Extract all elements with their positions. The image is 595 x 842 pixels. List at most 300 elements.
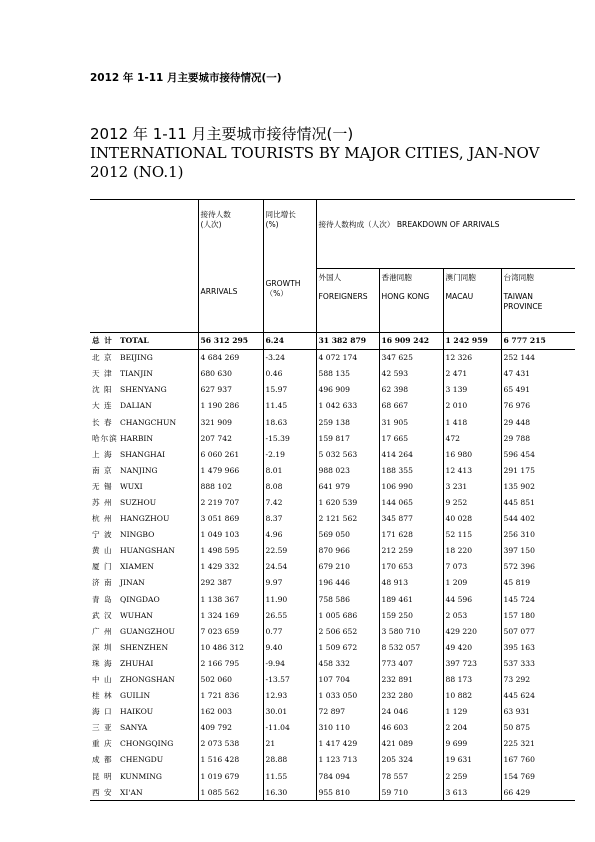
city-name-cn: 无 锡 xyxy=(92,481,113,491)
cell-hongkong: 421 089 xyxy=(379,736,443,752)
city-name-en: SHENZHEN xyxy=(120,642,169,652)
city-name-cn: 济 南 xyxy=(92,578,113,588)
cell-arrivals: 10 486 312 xyxy=(198,639,263,655)
cell-city xyxy=(90,430,198,446)
cell-growth: 30.01 xyxy=(263,704,316,720)
city-name-cn: 海 口 xyxy=(92,707,113,717)
city-name-en: QINGDAO xyxy=(120,594,160,604)
cell-arrivals: 207 742 xyxy=(198,430,263,446)
cell-growth: 0.46 xyxy=(263,366,316,382)
table-row xyxy=(90,398,575,414)
city-name-en: ZHUHAI xyxy=(120,658,154,668)
cell-macau: 3 613 xyxy=(443,784,501,801)
city-name-en: SHENYANG xyxy=(120,385,167,395)
city-name-cn: 沈 阳 xyxy=(92,385,113,395)
cell-hongkong: 31 905 xyxy=(379,414,443,430)
cell-growth: -15.39 xyxy=(263,430,316,446)
header-macau-en: MACAU xyxy=(445,292,474,301)
city-name-en: NINGBO xyxy=(120,530,155,540)
table-row xyxy=(90,382,575,398)
cell-growth: 28.88 xyxy=(263,752,316,768)
cell-growth: -13.57 xyxy=(263,671,316,687)
cell-hongkong: 106 990 xyxy=(379,478,443,494)
city-name-cn: 厦 门 xyxy=(92,562,113,572)
header-growth-en xyxy=(263,269,316,333)
title-english-line-1: INTERNATIONAL TOURISTS BY MAJOR CITIES, JAN-NOV xyxy=(90,144,540,162)
cell-growth: 16.30 xyxy=(263,784,316,801)
city-name-en: CHONGQING xyxy=(120,739,174,749)
city-name-cn: 桂 林 xyxy=(92,691,113,701)
cell-city xyxy=(90,575,198,591)
cell-foreigners: 2 121 562 xyxy=(316,511,379,527)
table-row xyxy=(90,559,575,575)
table-row xyxy=(90,768,575,784)
cell-growth: 11.55 xyxy=(263,768,316,784)
cell-growth: 12.93 xyxy=(263,688,316,704)
header-taiwan-en: TAIWAN PROVINCE xyxy=(503,292,543,311)
cell-taiwan: 47 431 xyxy=(501,366,575,382)
cell-hongkong: 24 046 xyxy=(379,704,443,720)
city-name-cn: 上 海 xyxy=(92,449,113,459)
table-row xyxy=(90,688,575,704)
cell-arrivals: 1 516 428 xyxy=(198,752,263,768)
cell-macau: 3 231 xyxy=(443,478,501,494)
city-name-cn: 苏 州 xyxy=(92,497,113,507)
cell-hongkong: 48 913 xyxy=(379,575,443,591)
cell-hongkong: 170 653 xyxy=(379,559,443,575)
cell-foreigners: 758 586 xyxy=(316,591,379,607)
cell-hongkong: 62 398 xyxy=(379,382,443,398)
cell-city xyxy=(90,462,198,478)
title-english-line-2: 2012 (NO.1) xyxy=(90,163,184,181)
cell-macau: 12 413 xyxy=(443,462,501,478)
cell-growth: 4.96 xyxy=(263,527,316,543)
header-foreigners-en: FOREIGNERS xyxy=(318,292,368,301)
cell-taiwan: 252 144 xyxy=(501,349,575,366)
cell-macau: 88 173 xyxy=(443,671,501,687)
arrivals-table-container xyxy=(90,199,575,801)
cell-city xyxy=(90,332,198,349)
cell-hongkong: 189 461 xyxy=(379,591,443,607)
table-row xyxy=(90,623,575,639)
cell-hongkong: 773 407 xyxy=(379,655,443,671)
cell-hongkong: 414 264 xyxy=(379,446,443,462)
cell-hongkong: 345 877 xyxy=(379,511,443,527)
cell-city xyxy=(90,623,198,639)
cell-hongkong: 8 532 057 xyxy=(379,639,443,655)
cell-macau: 1 209 xyxy=(443,575,501,591)
city-name-cn: 武 汉 xyxy=(92,610,113,620)
cell-foreigners: 955 810 xyxy=(316,784,379,801)
cell-city xyxy=(90,591,198,607)
cell-taiwan: 29 788 xyxy=(501,430,575,446)
city-name-cn: 三 亚 xyxy=(92,723,113,733)
cell-growth: 7.42 xyxy=(263,494,316,510)
city-name-en: JINAN xyxy=(120,578,145,588)
cell-arrivals: 7 023 659 xyxy=(198,623,263,639)
city-name-en: XI'AN xyxy=(120,787,143,797)
cell-growth: 15.97 xyxy=(263,382,316,398)
city-name-en: DALIAN xyxy=(120,401,152,411)
cell-hongkong: 188 355 xyxy=(379,462,443,478)
cell-macau: 1 418 xyxy=(443,414,501,430)
cell-arrivals: 680 630 xyxy=(198,366,263,382)
cell-growth: 8.08 xyxy=(263,478,316,494)
table-row xyxy=(90,478,575,494)
cell-arrivals: 1 049 103 xyxy=(198,527,263,543)
header-growth-en-text: GROWTH （%） xyxy=(265,278,301,298)
cell-foreigners: 159 817 xyxy=(316,430,379,446)
cell-growth: 24.54 xyxy=(263,559,316,575)
header-hongkong-cn: 香港同胞 xyxy=(381,273,412,282)
city-name-cn: 总 计 xyxy=(92,336,113,346)
header-arrivals-en xyxy=(198,269,263,333)
cell-city xyxy=(90,414,198,430)
cell-hongkong: 212 259 xyxy=(379,543,443,559)
cell-growth: -3.24 xyxy=(263,349,316,366)
cell-foreigners: 569 050 xyxy=(316,527,379,543)
cell-growth: 26.55 xyxy=(263,607,316,623)
cell-taiwan: 397 150 xyxy=(501,543,575,559)
cell-arrivals: 1 190 286 xyxy=(198,398,263,414)
cell-taiwan: 167 760 xyxy=(501,752,575,768)
cell-taiwan: 445 624 xyxy=(501,688,575,704)
cell-hongkong: 347 625 xyxy=(379,349,443,366)
cell-taiwan: 45 819 xyxy=(501,575,575,591)
cell-taiwan: 256 310 xyxy=(501,527,575,543)
city-name-cn: 青 岛 xyxy=(92,594,113,604)
cell-macau: 9 699 xyxy=(443,736,501,752)
header-breakdown xyxy=(316,200,575,269)
cell-foreigners: 988 023 xyxy=(316,462,379,478)
cell-foreigners: 31 382 879 xyxy=(316,332,379,349)
cell-city xyxy=(90,349,198,366)
cell-hongkong: 17 665 xyxy=(379,430,443,446)
table-row xyxy=(90,543,575,559)
cell-taiwan: 291 175 xyxy=(501,462,575,478)
city-name-en: SUZHOU xyxy=(120,497,157,507)
cell-taiwan: 135 902 xyxy=(501,478,575,494)
table-row xyxy=(90,414,575,430)
cell-taiwan: 537 333 xyxy=(501,655,575,671)
city-name-cn: 杭 州 xyxy=(92,514,113,524)
header-growth-cn xyxy=(263,200,316,269)
cell-arrivals: 1 721 836 xyxy=(198,688,263,704)
cell-hongkong: 68 667 xyxy=(379,398,443,414)
header-growth-cn-text: 同比增长 (%) xyxy=(265,210,296,229)
cell-arrivals: 1 138 367 xyxy=(198,591,263,607)
cell-macau: 2 053 xyxy=(443,607,501,623)
cell-arrivals: 56 312 295 xyxy=(198,332,263,349)
cell-foreigners: 1 417 429 xyxy=(316,736,379,752)
cell-arrivals: 1 019 679 xyxy=(198,768,263,784)
cell-macau: 1 129 xyxy=(443,704,501,720)
cell-city xyxy=(90,784,198,801)
cell-growth: 11.45 xyxy=(263,398,316,414)
title-block xyxy=(90,125,590,182)
cell-taiwan: 50 875 xyxy=(501,720,575,736)
cell-macau: 44 596 xyxy=(443,591,501,607)
city-name-cn: 北 京 xyxy=(92,353,113,363)
city-name-en: HARBIN xyxy=(120,433,154,443)
cell-taiwan: 63 931 xyxy=(501,704,575,720)
header-taiwan xyxy=(501,269,575,333)
city-name-cn: 珠 海 xyxy=(92,658,113,668)
cell-macau: 49 420 xyxy=(443,639,501,655)
header-breakdown-text: 接待人数构成（人次） BREAKDOWN OF ARRIVALS xyxy=(318,220,500,229)
city-name-cn: 宁 波 xyxy=(92,530,113,540)
cell-taiwan: 596 454 xyxy=(501,446,575,462)
cell-city xyxy=(90,366,198,382)
city-name-cn: 大 连 xyxy=(92,401,113,411)
cell-growth: 9.40 xyxy=(263,639,316,655)
city-name-en: WUXI xyxy=(120,481,143,491)
cell-foreigners: 107 704 xyxy=(316,671,379,687)
table-body xyxy=(90,332,575,801)
city-name-cn: 哈尔滨 xyxy=(92,433,118,443)
header-taiwan-cn: 台湾同胞 xyxy=(503,273,534,282)
city-name-cn: 黄 山 xyxy=(92,546,113,556)
cell-city xyxy=(90,559,198,575)
cell-city xyxy=(90,543,198,559)
cell-taiwan: 544 402 xyxy=(501,511,575,527)
cell-foreigners: 1 620 539 xyxy=(316,494,379,510)
cell-foreigners: 679 210 xyxy=(316,559,379,575)
city-name-en: CHANGCHUN xyxy=(120,417,177,427)
arrivals-table xyxy=(90,199,575,801)
cell-arrivals: 2 073 538 xyxy=(198,736,263,752)
header-hongkong xyxy=(379,269,443,333)
cell-foreigners: 588 135 xyxy=(316,366,379,382)
cell-taiwan: 507 077 xyxy=(501,623,575,639)
cell-city xyxy=(90,446,198,462)
city-name-cn: 昆 明 xyxy=(92,771,113,781)
cell-foreigners: 196 446 xyxy=(316,575,379,591)
cell-foreigners: 1 123 713 xyxy=(316,752,379,768)
city-name-cn: 西 安 xyxy=(92,787,113,797)
cell-foreigners: 458 332 xyxy=(316,655,379,671)
cell-arrivals: 1 479 966 xyxy=(198,462,263,478)
cell-arrivals: 321 909 xyxy=(198,414,263,430)
cell-foreigners: 4 072 174 xyxy=(316,349,379,366)
cell-arrivals: 502 060 xyxy=(198,671,263,687)
cell-city xyxy=(90,752,198,768)
cell-macau: 19 631 xyxy=(443,752,501,768)
table-row xyxy=(90,655,575,671)
city-name-en: HUANGSHAN xyxy=(120,546,175,556)
city-name-en: HANGZHOU xyxy=(120,514,170,524)
cell-arrivals: 292 387 xyxy=(198,575,263,591)
table-row xyxy=(90,349,575,366)
city-name-cn: 成 都 xyxy=(92,755,113,765)
cell-growth: -2.19 xyxy=(263,446,316,462)
cell-foreigners: 870 966 xyxy=(316,543,379,559)
cell-city xyxy=(90,398,198,414)
table-row xyxy=(90,591,575,607)
city-name-en: KUNMING xyxy=(120,771,162,781)
table-row xyxy=(90,511,575,527)
cell-arrivals: 4 684 269 xyxy=(198,349,263,366)
city-name-cn: 中 山 xyxy=(92,675,113,685)
table-row xyxy=(90,607,575,623)
cell-city xyxy=(90,639,198,655)
cell-city xyxy=(90,720,198,736)
table-row xyxy=(90,736,575,752)
city-name-cn: 广 州 xyxy=(92,626,113,636)
table-row xyxy=(90,639,575,655)
cell-arrivals: 1 429 332 xyxy=(198,559,263,575)
cell-macau: 12 326 xyxy=(443,349,501,366)
cell-foreigners: 2 506 652 xyxy=(316,623,379,639)
cell-hongkong: 16 909 242 xyxy=(379,332,443,349)
cell-taiwan: 66 429 xyxy=(501,784,575,801)
cell-foreigners: 784 094 xyxy=(316,768,379,784)
city-name-cn: 南 京 xyxy=(92,465,113,475)
cell-macau: 9 252 xyxy=(443,494,501,510)
cell-macau: 18 220 xyxy=(443,543,501,559)
cell-foreigners: 310 110 xyxy=(316,720,379,736)
cell-taiwan: 154 769 xyxy=(501,768,575,784)
cell-hongkong: 59 710 xyxy=(379,784,443,801)
cell-macau: 3 139 xyxy=(443,382,501,398)
cell-macau: 397 723 xyxy=(443,655,501,671)
table-row xyxy=(90,462,575,478)
table-row xyxy=(90,575,575,591)
header-macau xyxy=(443,269,501,333)
table-row-total xyxy=(90,332,575,349)
city-name-en: GUILIN xyxy=(120,691,151,701)
table-row xyxy=(90,720,575,736)
cell-taiwan: 6 777 215 xyxy=(501,332,575,349)
table-row xyxy=(90,752,575,768)
cell-city xyxy=(90,494,198,510)
cell-macau: 472 xyxy=(443,430,501,446)
cell-city xyxy=(90,607,198,623)
cell-arrivals: 2 219 707 xyxy=(198,494,263,510)
cell-hongkong: 3 580 710 xyxy=(379,623,443,639)
cell-hongkong: 46 603 xyxy=(379,720,443,736)
cell-macau: 2 010 xyxy=(443,398,501,414)
cell-foreigners: 1 005 686 xyxy=(316,607,379,623)
cell-taiwan: 65 491 xyxy=(501,382,575,398)
cell-taiwan: 73 292 xyxy=(501,671,575,687)
cell-macau: 40 028 xyxy=(443,511,501,527)
cell-foreigners: 1 509 672 xyxy=(316,639,379,655)
city-name-en: SANYA xyxy=(120,723,148,733)
city-name-en: XIAMEN xyxy=(120,562,154,572)
cell-macau: 2 471 xyxy=(443,366,501,382)
cell-arrivals: 6 060 261 xyxy=(198,446,263,462)
cell-taiwan: 572 396 xyxy=(501,559,575,575)
cell-foreigners: 1 042 633 xyxy=(316,398,379,414)
cell-taiwan: 76 976 xyxy=(501,398,575,414)
cell-foreigners: 1 033 050 xyxy=(316,688,379,704)
cell-arrivals: 2 166 795 xyxy=(198,655,263,671)
city-name-cn: 重 庆 xyxy=(92,739,113,749)
cell-arrivals: 888 102 xyxy=(198,478,263,494)
cell-foreigners: 5 032 563 xyxy=(316,446,379,462)
title-chinese: 2012 年 1-11 月主要城市接待情况(一) xyxy=(90,125,354,143)
cell-growth: 22.59 xyxy=(263,543,316,559)
cell-arrivals: 627 937 xyxy=(198,382,263,398)
cell-hongkong: 171 628 xyxy=(379,527,443,543)
city-name-en: BEIJING xyxy=(120,353,153,363)
cell-city xyxy=(90,688,198,704)
cell-foreigners: 259 138 xyxy=(316,414,379,430)
cell-arrivals: 3 051 869 xyxy=(198,511,263,527)
city-name-cn: 深 圳 xyxy=(92,642,113,652)
city-name-en: GUANGZHOU xyxy=(120,626,175,636)
header-arrivals-en-text: ARRIVALS xyxy=(200,286,238,296)
cell-growth: 6.24 xyxy=(263,332,316,349)
cell-growth: -9.94 xyxy=(263,655,316,671)
cell-hongkong: 144 065 xyxy=(379,494,443,510)
cell-macau: 7 073 xyxy=(443,559,501,575)
cell-city xyxy=(90,655,198,671)
cell-growth: 11.90 xyxy=(263,591,316,607)
cell-macau: 52 115 xyxy=(443,527,501,543)
cell-arrivals: 1 498 595 xyxy=(198,543,263,559)
cell-growth: 9.97 xyxy=(263,575,316,591)
table-row xyxy=(90,494,575,510)
cell-taiwan: 145 724 xyxy=(501,591,575,607)
city-name-en: WUHAN xyxy=(120,610,153,620)
cell-city xyxy=(90,768,198,784)
cell-macau: 10 882 xyxy=(443,688,501,704)
header-macau-cn: 澳门同胞 xyxy=(445,273,476,282)
cell-arrivals: 409 792 xyxy=(198,720,263,736)
cell-hongkong: 232 280 xyxy=(379,688,443,704)
cell-taiwan: 29 448 xyxy=(501,414,575,430)
table-row xyxy=(90,784,575,801)
page-top-heading: 2012 年 1-11 月主要城市接待情况(一) xyxy=(90,72,282,84)
cell-foreigners: 72 897 xyxy=(316,704,379,720)
table-row xyxy=(90,671,575,687)
cell-taiwan: 225 321 xyxy=(501,736,575,752)
cell-arrivals: 162 003 xyxy=(198,704,263,720)
cell-hongkong: 205 324 xyxy=(379,752,443,768)
city-name-en: TIANJIN xyxy=(120,369,153,379)
table-row xyxy=(90,366,575,382)
header-row-top xyxy=(90,200,575,269)
city-name-en: HAIKOU xyxy=(120,707,154,717)
city-name-en: CHENGDU xyxy=(120,755,164,765)
cell-macau: 16 980 xyxy=(443,446,501,462)
cell-city xyxy=(90,511,198,527)
header-foreigners-cn: 外国人 xyxy=(318,273,342,282)
cell-city xyxy=(90,527,198,543)
cell-hongkong: 159 250 xyxy=(379,607,443,623)
cell-macau: 429 220 xyxy=(443,623,501,639)
cell-city xyxy=(90,736,198,752)
cell-growth: 0.77 xyxy=(263,623,316,639)
header-arrivals-cn-text: 接待人数 (人次) xyxy=(200,210,231,229)
cell-city xyxy=(90,704,198,720)
table-row xyxy=(90,704,575,720)
city-name-en: SHANGHAI xyxy=(120,449,166,459)
cell-hongkong: 42 593 xyxy=(379,366,443,382)
cell-growth: 18.63 xyxy=(263,414,316,430)
cell-growth: 21 xyxy=(263,736,316,752)
cell-arrivals: 1 085 562 xyxy=(198,784,263,801)
cell-macau: 1 242 959 xyxy=(443,332,501,349)
cell-foreigners: 641 979 xyxy=(316,478,379,494)
cell-growth: -11.04 xyxy=(263,720,316,736)
header-hongkong-en: HONG KONG xyxy=(381,292,430,301)
cell-hongkong: 232 891 xyxy=(379,671,443,687)
cell-city xyxy=(90,382,198,398)
cell-arrivals: 1 324 169 xyxy=(198,607,263,623)
